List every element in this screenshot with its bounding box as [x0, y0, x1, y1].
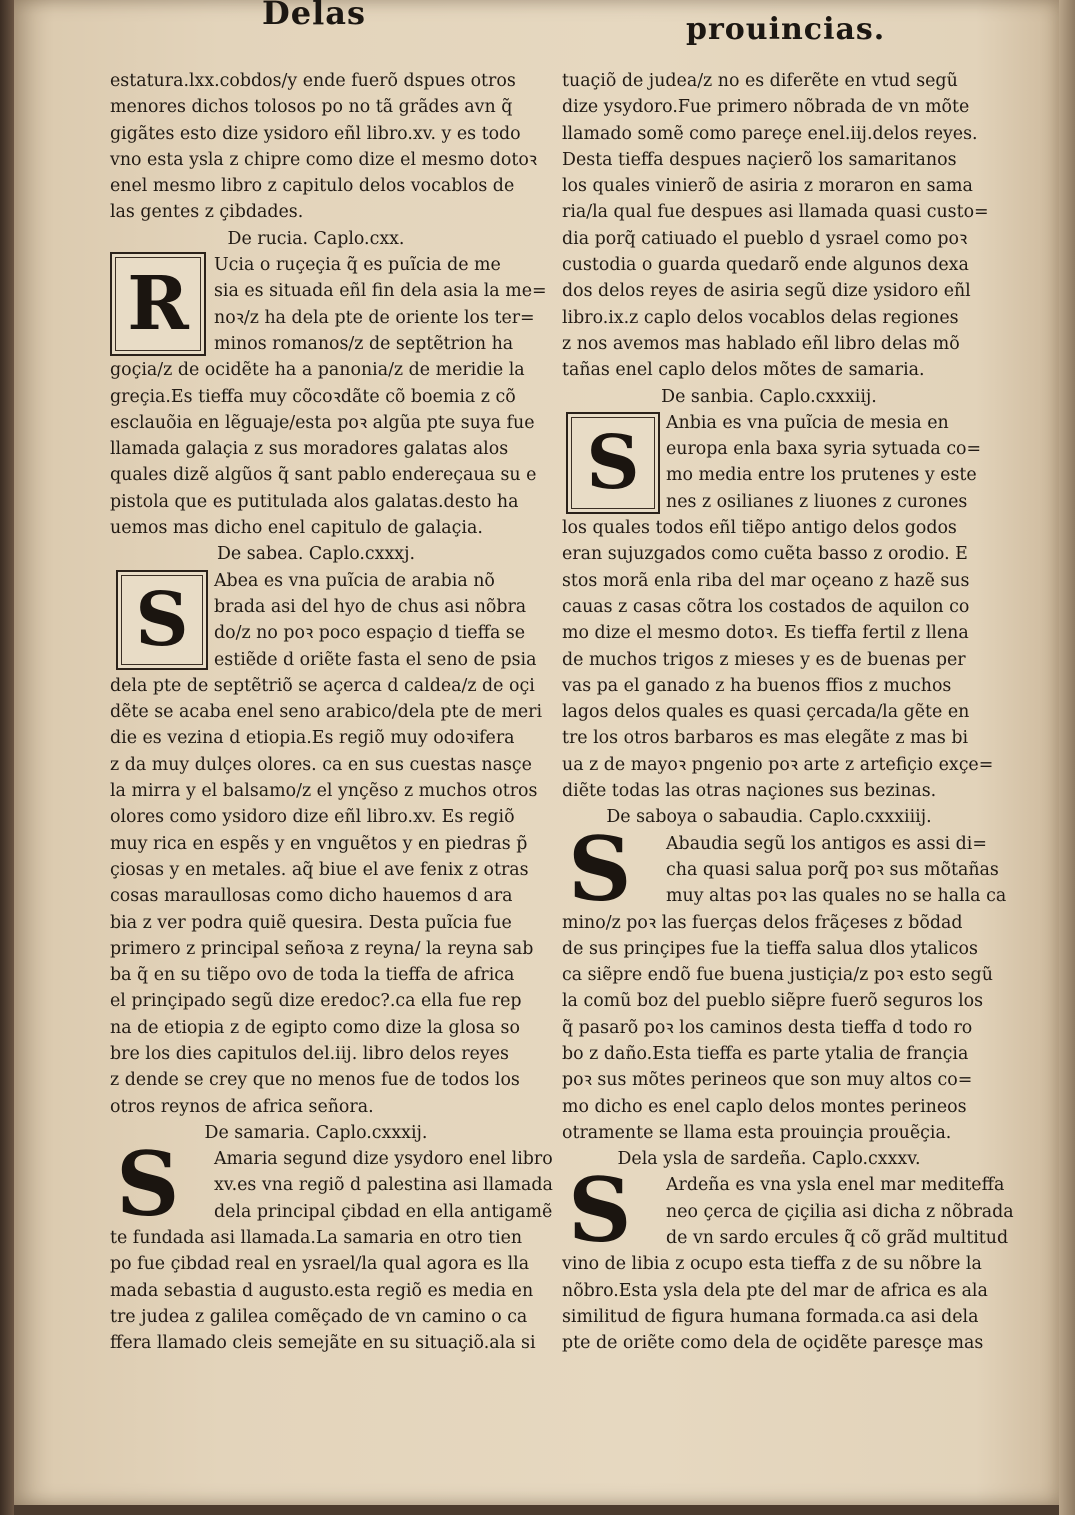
- binding-edge: [0, 0, 14, 1515]
- text-line: ba q̃ en su tiẽpo ovo de toda la tieffa de africa: [110, 965, 515, 986]
- text-line: po fue çibdad real en ysrael/la qual agora es lla: [110, 1254, 530, 1275]
- text-line: uemos mas dicho enel capitulo de galaçia.: [110, 518, 483, 539]
- right-column: [562, 68, 1014, 1357]
- text-line: pte de oriẽte como dela de oçidẽte paresçe mas: [562, 1333, 984, 1354]
- text-line: vas pa el ganado z ha buenos ffios z muchos: [562, 675, 952, 696]
- chapter-heading: De saboya o sabaudia. Caplo.cxxxiiij.: [606, 807, 932, 828]
- text-line: otros reynos de africa señora.: [110, 1096, 374, 1117]
- text-line: çiosas y en metales. aq̃ biue el ave fenix z otras: [110, 859, 529, 880]
- text-line: Ardeña es vna ysla enel mar mediteffa: [666, 1175, 1005, 1196]
- text-line: las gentes z çibdades.: [110, 202, 304, 223]
- chapter-opening: [110, 252, 547, 357]
- text-line: nes z osilianes z liuones z curones: [666, 491, 968, 512]
- text-line: lagos delos quales es quasi çercada/la gẽte en: [562, 702, 970, 723]
- chapter-heading: Dela ysla de sardeña. Caplo.cxxxv.: [617, 1149, 921, 1170]
- chapter-opening: [110, 568, 537, 673]
- text-line: bia z ver podra quiẽ quesira. Desta puĩcia fue: [110, 912, 512, 933]
- text-line: ca siẽpre endõ fue buena justiçia/z poꝛ esto segũ: [562, 965, 993, 986]
- text-line: na de etiopia z de egipto como dize la glosa so: [110, 1017, 520, 1038]
- text-line: nõbro.Esta ysla dela pte del mar de africa es ala: [562, 1280, 988, 1301]
- text-line: cauas z casas cõtra los costados de aquilon co: [562, 596, 970, 617]
- text-line: llamado somẽ como pareçe enel.iij.delos reyes.: [562, 123, 978, 144]
- initial-letter: S: [568, 816, 632, 921]
- text-line: goçia/z de ocidẽte ha a panonia/z de meridie la: [110, 360, 525, 381]
- text-line: bre los dies capitulos del.iij. libro delos reyes: [110, 1043, 509, 1064]
- text-line: dẽte se acaba enel seno arabico/dela pte de meri: [110, 702, 543, 723]
- text-line: mada sebastia d augusto.esta regiõ es media en: [110, 1280, 534, 1301]
- text-line: muy rica en espẽs y en vnguẽtos y en piedras p̃: [110, 833, 528, 854]
- text-line: olores como ysidoro dize eñl libro.xv. Es regiõ: [110, 807, 515, 828]
- text-line: xv.es vna regiõ d palestina asi llamada: [214, 1175, 553, 1196]
- text-line: dela pte de septẽtriõ se açerca d caldea/z de oçi: [110, 675, 535, 696]
- text-line: mo media entre los prutenes y este: [666, 465, 977, 486]
- text-line: ffera llamado cleis semejãte en su situaçiõ.ala si: [110, 1333, 536, 1354]
- chapter-heading: De samaria. Caplo.cxxxij.: [204, 1122, 428, 1143]
- text-line: te fundada asi llamada.La samaria en otro tien: [110, 1228, 523, 1249]
- text-line: z dende se crey que no menos fue de todos los: [110, 1070, 520, 1091]
- text-line: de vn sardo ercules q̃ cõ grãd multitud: [666, 1228, 1009, 1249]
- chapter-opening: [562, 410, 982, 515]
- text-line: Anbia es vna puĩcia de mesia en: [666, 412, 949, 433]
- text-line: sia es situada eñl fin dela asia la me=: [214, 281, 547, 302]
- text-line: dize ysydoro.Fue primero nõbrada de vn mõte: [562, 97, 970, 118]
- text-line: die es vezina d etiopia.Es regiõ muy odoꝛifera: [110, 728, 515, 749]
- text-line: estiẽde d oriẽte fasta el seno de psia: [214, 649, 537, 670]
- decorated-initial: S: [566, 412, 660, 514]
- text-line: menores dichos tolosos po no tã grãdes avn q̃: [110, 97, 513, 118]
- text-line: eran sujuzgados como cuẽta basso z orodio. E: [562, 544, 968, 565]
- text-line: dela principal çibdad en ella antigamẽ: [214, 1201, 553, 1222]
- text-line: greçia.Es tieffa muy cõcoꝛdãte cõ boemia z cõ: [110, 386, 516, 407]
- text-line: tañas enel caplo delos mõtes de samaria.: [562, 360, 925, 381]
- running-head-right: prouincias.: [686, 12, 886, 47]
- text-line: llamada galaçia z sus moradores galatas alos: [110, 439, 509, 460]
- text-line: la comũ boz del pueblo siẽpre fuerõ seguros los: [562, 991, 984, 1012]
- text-line: muy altas poꝛ las quales no se halla ca: [666, 886, 1007, 907]
- text-line: primero z principal señoꝛa z reyna/ la reyna sab: [110, 938, 534, 959]
- text-line: cosas maraullosas como dicho hauemos d ara: [110, 886, 513, 907]
- chapter-heading: De sanbia. Caplo.cxxxiij.: [661, 386, 877, 407]
- text-line: vno esta ysla z chipre como dize el mesmo dotoꝛ: [110, 149, 538, 170]
- text-line: pistola que es putitulada alos galatas.desto ha: [110, 491, 519, 512]
- text-line: enel mesmo libro z capitulo delos vocablos de: [110, 176, 515, 197]
- text-line: los quales vinierõ de asiria z moraron en sama: [562, 176, 973, 197]
- page-edge: [1059, 0, 1075, 1515]
- text-line: ria/la qual fue despues asi llamada quasi custo=: [562, 202, 989, 223]
- text-line: el prinçipado segũ dize eredoc?.ca ella fue rep: [110, 991, 522, 1012]
- text-line: esclauõia en lẽguaje/esta poꝛ algũa pte suya fue: [110, 412, 535, 433]
- text-line: similitud de figura humana formada.ca asi dela: [562, 1306, 979, 1327]
- text-line: Amaria segund dize ysydoro enel libro: [214, 1149, 553, 1170]
- text-line: bo z daño.Esta tieffa es parte ytalia de françia: [562, 1043, 969, 1064]
- text-line: europa enla baxa syria sytuada co=: [666, 439, 982, 460]
- text-line: minos romanos/z de septẽtrion ha: [214, 333, 514, 354]
- text-line: otramente se llama esta prouinçia prouẽçia.: [562, 1122, 952, 1143]
- text-line: neo çerca de çiçilia asi dicha z nõbrada: [666, 1201, 1014, 1222]
- text-line: la mirra y el balsamo/z el ynçẽso z muchos otros: [110, 781, 538, 802]
- text-line: mino/z poꝛ las fuerças delos frãçeses z bõdad: [562, 912, 963, 933]
- decorated-initial: S: [116, 570, 208, 670]
- text-line: mo dize el mesmo dotoꝛ. Es tieffa fertil z llena: [562, 623, 969, 644]
- text-line: Abaudia segũ los antigos es assi di=: [666, 833, 987, 854]
- text-line: custodia o guarda quedarõ ende algunos dexa: [562, 255, 969, 276]
- text-line: z nos avemos mas hablado eñl libro delas mõ: [562, 333, 960, 354]
- text-line: de muchos trigos z mieses y es de buenas per: [562, 649, 966, 670]
- text-line: Abea es vna puĩcia de arabia nõ: [214, 570, 495, 591]
- text-line: poꝛ sus mõtes perineos que son muy altos co=: [562, 1070, 973, 1091]
- text-line: diẽte todas las otras naçiones sus bezinas.: [562, 781, 937, 802]
- text-line: z da muy dulçes olores. ca en sus cuestas nasçe: [110, 754, 532, 775]
- text-line: tre judea z galilea comẽçado de vn camino o ca: [110, 1306, 528, 1327]
- chapter-heading: De sabea. Caplo.cxxxj.: [216, 544, 416, 565]
- text-line: do/z no poꝛ poco espaçio d tieffa se: [214, 623, 526, 644]
- text-line: mo dicho es enel caplo delos montes perineos: [562, 1096, 967, 1117]
- text-line: tuaçiõ de judea/z no es diferẽte en vtud segũ: [562, 71, 958, 91]
- text-line: q̃ pasarõ poꝛ los caminos desta tieffa d todo ro: [562, 1017, 973, 1038]
- text-line: ua z de mayoꝛ pngenio poꝛ arte z artefiçio exçe=: [562, 754, 994, 775]
- left-column: [110, 68, 553, 1357]
- text-line: estatura.lxx.cobdos/y ende fuerõ dspues otros: [110, 71, 516, 91]
- text-line: noꝛ/z ha dela pte de oriente los ter=: [214, 307, 535, 328]
- text-line: tre los otros barbaros es mas elegãte z mas bi: [562, 728, 969, 749]
- text-line: dia porq̃ catiuado el pueblo d ysrael como poꝛ: [562, 228, 968, 249]
- text-line: quales dizẽ algũos q̃ sant pablo endereçaua su e: [110, 465, 537, 486]
- text-line: de sus prinçipes fue la tieffa salua dlos ytalicos: [562, 938, 978, 959]
- initial-letter: S: [568, 1158, 632, 1263]
- running-head-left: Delas: [262, 0, 367, 32]
- text-line: libro.ix.z caplo delos vocablos delas regiones: [562, 307, 959, 328]
- initial-letter: S: [116, 1132, 180, 1237]
- text-line: Ucia o ruçeçia q̃ es puĩcia de me: [214, 255, 501, 276]
- text-line: los quales todos eñl tiẽpo antigo delos godos: [562, 518, 957, 539]
- text-line: stos morã enla riba del mar oçeano z hazẽ sus: [562, 570, 970, 591]
- text-line: gigãtes esto dize ysidoro eñl libro.xv. y es todo: [110, 123, 521, 144]
- text-line: cha quasi salua porq̃ poꝛ sus mõtañas: [666, 859, 999, 880]
- decorated-initial: R: [110, 252, 206, 356]
- chapter-heading: De rucia. Caplo.cxx.: [227, 228, 405, 249]
- text-line: Desta tieffa despues naçierõ los samaritanos: [562, 149, 957, 170]
- text-line: vino de libia z ocupo esta tieffa z de su nõbre la: [562, 1254, 982, 1275]
- text-line: brada asi del hyo de chus asi nõbra: [214, 596, 527, 617]
- text-line: dos delos reyes de asiria segũ dize ysidoro eñl: [562, 281, 971, 302]
